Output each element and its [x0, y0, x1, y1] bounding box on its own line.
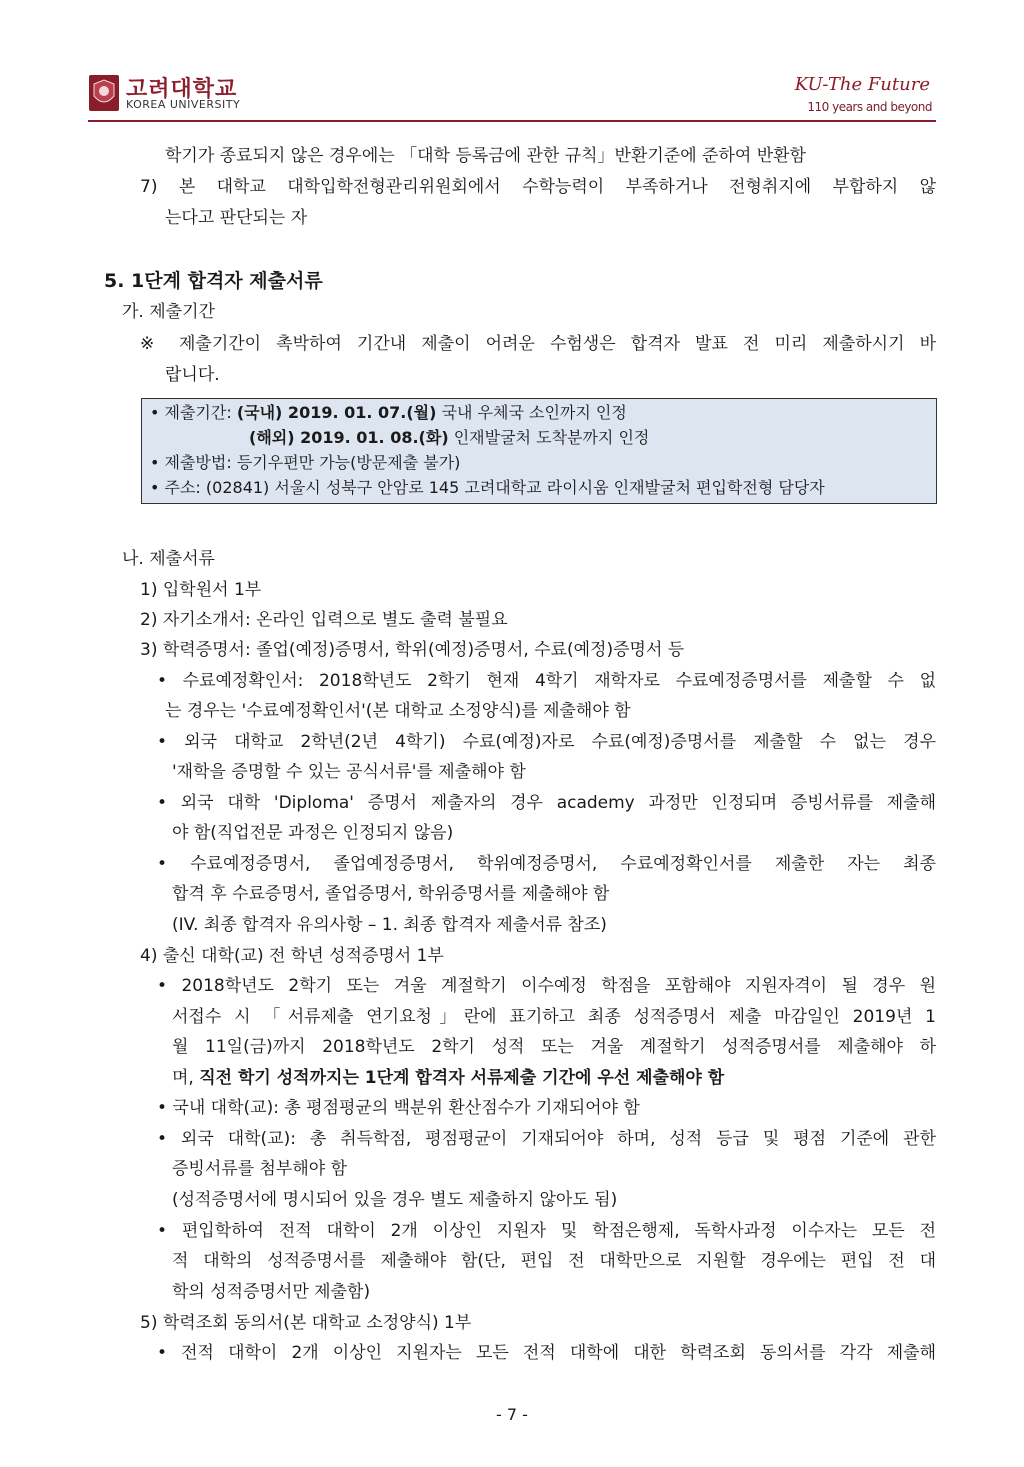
- list-item-1: 1) 입학원서 1부: [140, 580, 262, 600]
- list-item-7: 7) 본 대학교 대학입학전형관리위원회에서 수학능력이 부족하거나 전형취지에 부합하지 않: [140, 177, 936, 197]
- bullet-continuation: 학의 성적증명서만 제출함): [172, 1282, 371, 1302]
- subsection-heading: 가. 제출기간: [122, 302, 215, 322]
- list-item-4: 4) 출신 대학(교) 전 학년 성적증명서 1부: [140, 946, 444, 966]
- notice-text: ※ 제출기간이 촉박하여 기간내 제출이 어려운 수험생은 합격자 발표 전 미리 제출하시기 바: [140, 334, 936, 354]
- bullet-continuation: (IV. 최종 합격자 유의사항 – 1. 최종 합격자 제출서류 참조): [172, 915, 607, 935]
- bullet-continuation: 합격 후 수료증명서, 졸업증명서, 학위증명서를 제출해야 함: [172, 884, 610, 904]
- bullet-continuation: 며, 직전 학기 성적까지는 1단계 합격자 서류제출 기간에 우선 제출해야 함: [172, 1068, 725, 1088]
- submission-period-overseas: (해외) 2019. 01. 08.(화) 인재발굴처 도착분까지 인정: [249, 428, 650, 447]
- list-item-2: 2) 자기소개서: 온라인 입력으로 별도 출력 불필요: [140, 610, 508, 630]
- list-item-5: 5) 학력조회 동의서(본 대학교 소정양식) 1부: [140, 1313, 472, 1333]
- bullet-item: • 수료예정확인서: 2018학년도 2학기 현재 4학기 재학자로 수료예정증명서를 제출할 수 없: [157, 671, 936, 691]
- bullet-item: • 국내 대학(교): 총 평점평균의 백분위 환산점수가 기재되어야 함: [157, 1098, 640, 1118]
- bullet-continuation: 월 11일(금)까지 2018학년도 2학기 성적 또는 겨울 계절학기 성적증명서를 제출해야 하: [172, 1037, 936, 1057]
- logo-english: KOREA UNIVERSITY: [126, 98, 241, 111]
- bullet-item: • 수료예정증명서, 졸업예정증명서, 학위예정증명서, 수료예정확인서를 제출한 자는 최종: [157, 854, 936, 874]
- bullet-continuation: 서접수 시 「서류제출 연기요청」란에 표기하고 최종 성적증명서 제출 마감일인 2019년 1: [172, 1007, 936, 1027]
- bullet-continuation: 증빙서류를 첨부해야 함: [172, 1159, 348, 1179]
- bullet-item: • 외국 대학교 2학년(2년 4학기) 수료(예정)자로 수료(예정)증명서를 제출할 수 없는 경우: [157, 732, 936, 752]
- bullet-continuation: (성적증명서에 명시되어 있을 경우 별도 제출하지 않아도 됨): [172, 1190, 618, 1210]
- submission-info-box: [141, 398, 937, 504]
- submission-address: • 주소: (02841) 서울시 성북구 안암로 145 고려대학교 라이시움 인재발굴처 편입학전형 담당자: [150, 478, 825, 497]
- submission-method: • 제출방법: 등기우편만 가능(방문제출 불가): [150, 453, 461, 472]
- bullet-item: • 전적 대학이 2개 이상인 지원자는 모든 전적 대학에 대한 학력조회 동의서를 각각 제출해: [157, 1343, 936, 1363]
- list-item-3: 3) 학력증명서: 졸업(예정)증명서, 학위(예정)증명서, 수료(예정)증명서 등: [140, 640, 685, 660]
- bullet-continuation: 적 대학의 성적증명서를 제출해야 함(단, 편입 전 대학만으로 지원할 경우에는 편입 전 대: [172, 1251, 936, 1271]
- header-divider: [88, 120, 936, 122]
- tagline: 110 years and beyond: [807, 100, 932, 114]
- subsection-heading: 나. 제출서류: [122, 549, 215, 569]
- text-line: 학기가 종료되지 않은 경우에는 「대학 등록금에 관한 규칙」반환기준에 준하여 반환함: [165, 146, 806, 166]
- text-line: 는다고 판단되는 자: [165, 208, 308, 228]
- page-header: [88, 70, 936, 122]
- slogan: KU-The Future: [794, 74, 930, 95]
- university-emblem-icon: [88, 74, 120, 112]
- submission-period-domestic: • 제출기간: (국내) 2019. 01. 07.(월) 국내 우체국 소인까지 인정: [150, 403, 627, 422]
- bullet-item: • 2018학년도 2학기 또는 겨울 계절학기 이수예정 학점을 포함해야 지원자격이 될 경우 원: [157, 976, 936, 996]
- bullet-item: • 외국 대학(교): 총 취득학점, 평점평균이 기재되어야 하며, 성적 등급 및 평점 기준에 관한: [157, 1129, 936, 1149]
- notice-text: 랍니다.: [165, 365, 220, 385]
- bullet-item: • 편입학하여 전적 대학이 2개 이상인 지원자 및 학점은행제, 독학사과정 이수자는 모든 전: [157, 1221, 936, 1241]
- bullet-continuation: 는 경우는 '수료예정확인서'(본 대학교 소정양식)를 제출해야 함: [165, 701, 631, 721]
- section-title: 5. 1단계 합격자 제출서류: [104, 270, 323, 292]
- bullet-continuation: 야 함(직업전문 과정은 인정되지 않음): [172, 823, 454, 843]
- page-number: - 7 -: [496, 1405, 528, 1424]
- bullet-item: • 외국 대학 'Diploma' 증명서 제출자의 경우 academy 과정만 인정되며 증빙서류를 제출해: [157, 793, 936, 813]
- bullet-continuation: '재학을 증명할 수 있는 공식서류'를 제출해야 함: [172, 762, 526, 782]
- logo-korean: 고려대학교: [126, 77, 238, 102]
